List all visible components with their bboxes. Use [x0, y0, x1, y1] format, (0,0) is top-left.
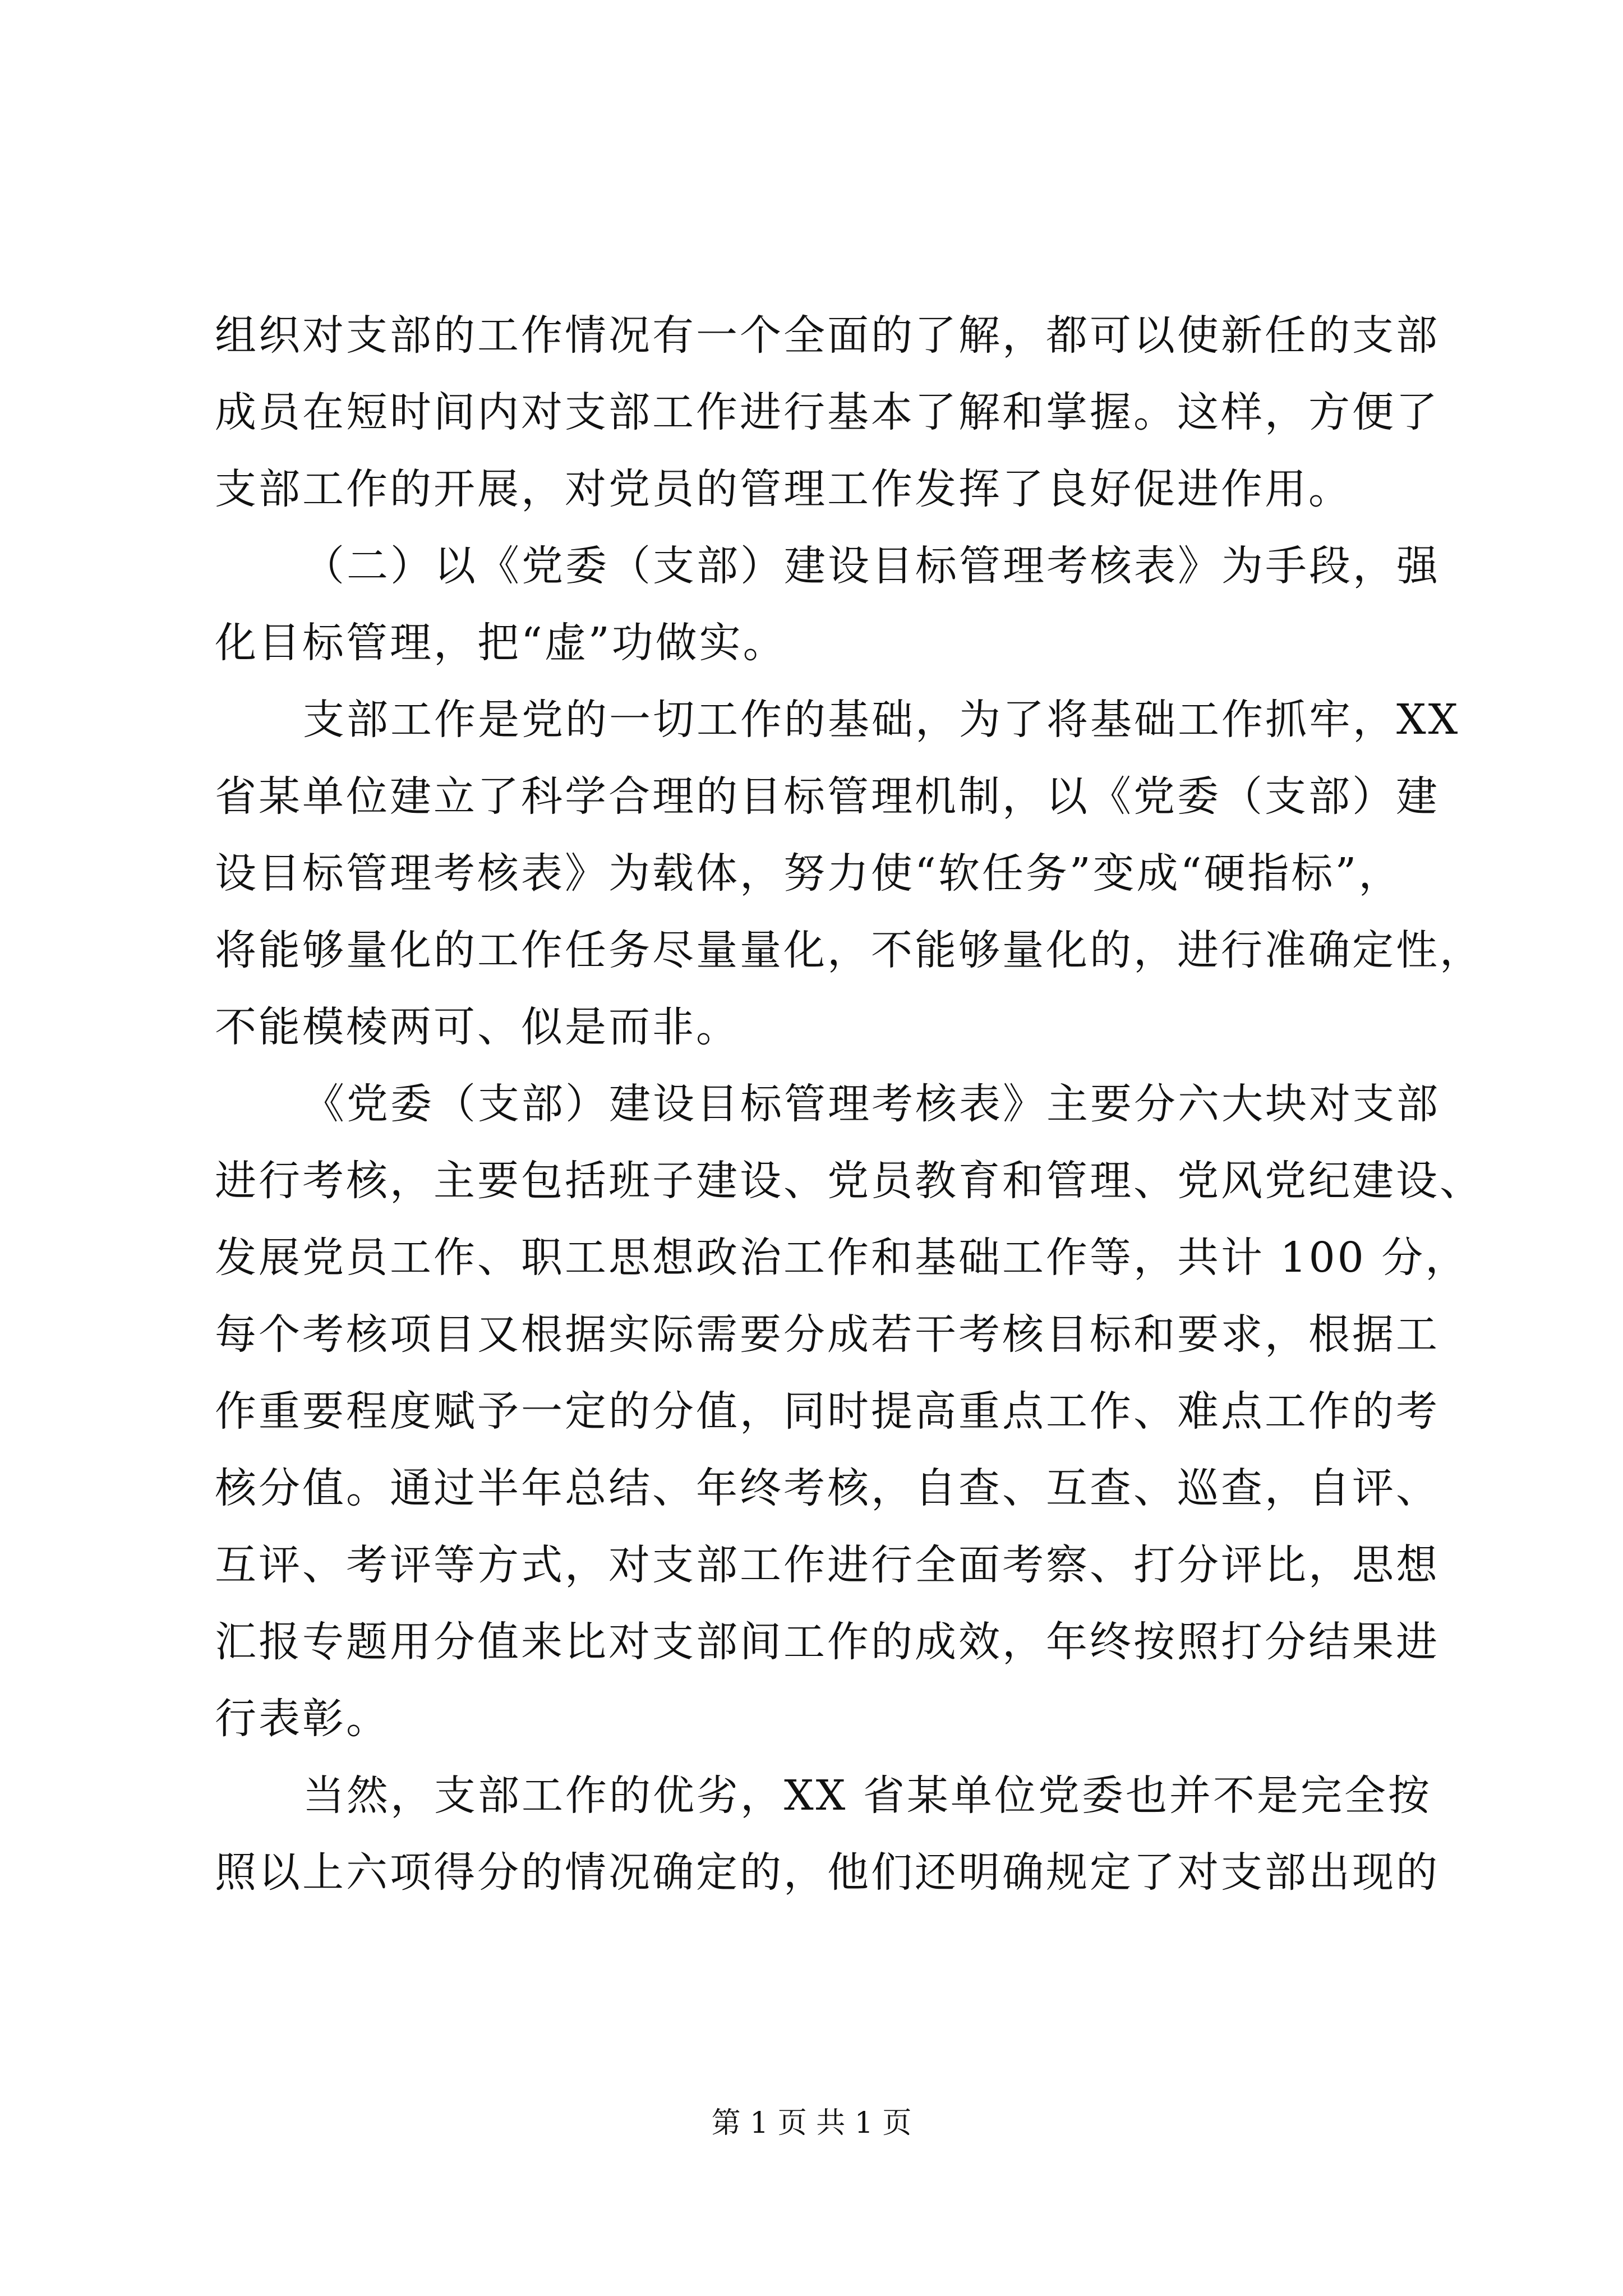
text-line: 行表彰。 [215, 1695, 390, 1743]
text-line: 成员在短时间内对支部工作进行基本了解和掌握。这样，方便了 [215, 388, 1440, 436]
text-line: 每个考核项目又根据实际需要分成若干考核目标和要求，根据工 [215, 1310, 1440, 1359]
section-heading-line: 化目标管理，把“虚”功做实。 [215, 619, 787, 667]
page-footer: 第 1 页 共 1 页 [711, 2106, 912, 2140]
text-line: 照以上六项得分的情况确定的，他们还明确规定了对支部出现的 [215, 1848, 1440, 1897]
text-line: 组织对支部的工作情况有一个全面的了解，都可以使新任的支部 [215, 311, 1440, 360]
text-line: 支部工作的开展，对党员的管理工作发挥了良好促进作用。 [215, 465, 1352, 513]
text-line: 互评、考评等方式，对支部工作进行全面考察、打分评比，思想 [215, 1541, 1440, 1589]
text-line: 进行考核，主要包括班子建设、党员教育和管理、党风党纪建设、 [215, 1157, 1483, 1205]
text-line: 汇报专题用分值来比对支部间工作的成效，年终按照打分结果进 [215, 1618, 1440, 1666]
text-line: 当然，支部工作的优劣，XX 省某单位党委也并不是完全按 [303, 1772, 1432, 1820]
text-line: 发展党员工作、职工思想政治工作和基础工作等，共计 100 分， [215, 1234, 1469, 1282]
text-line: 《党委（支部）建设目标管理考核表》主要分六大块对支部 [303, 1080, 1440, 1128]
text-line: 省某单位建立了科学合理的目标管理机制，以《党委（支部）建 [215, 772, 1440, 821]
section-heading-line: （二）以《党委（支部）建设目标管理考核表》为手段，强 [303, 542, 1440, 590]
text-line: 作重要程度赋予一定的分值，同时提高重点工作、难点工作的考 [215, 1387, 1440, 1435]
text-line: 不能模棱两可、似是而非。 [215, 1003, 740, 1051]
text-line: 支部工作是党的一切工作的基础，为了将基础工作抓牢，XX [303, 696, 1460, 744]
text-line: 核分值。通过半年总结、年终考核，自查、互查、巡查，自评、 [215, 1464, 1440, 1512]
text-line: 将能够量化的工作任务尽量量化，不能够量化的，进行准确定性， [215, 926, 1483, 974]
text-line: 设目标管理考核表》为载体，努力使“软任务”变成“硬指标”， [215, 849, 1403, 898]
